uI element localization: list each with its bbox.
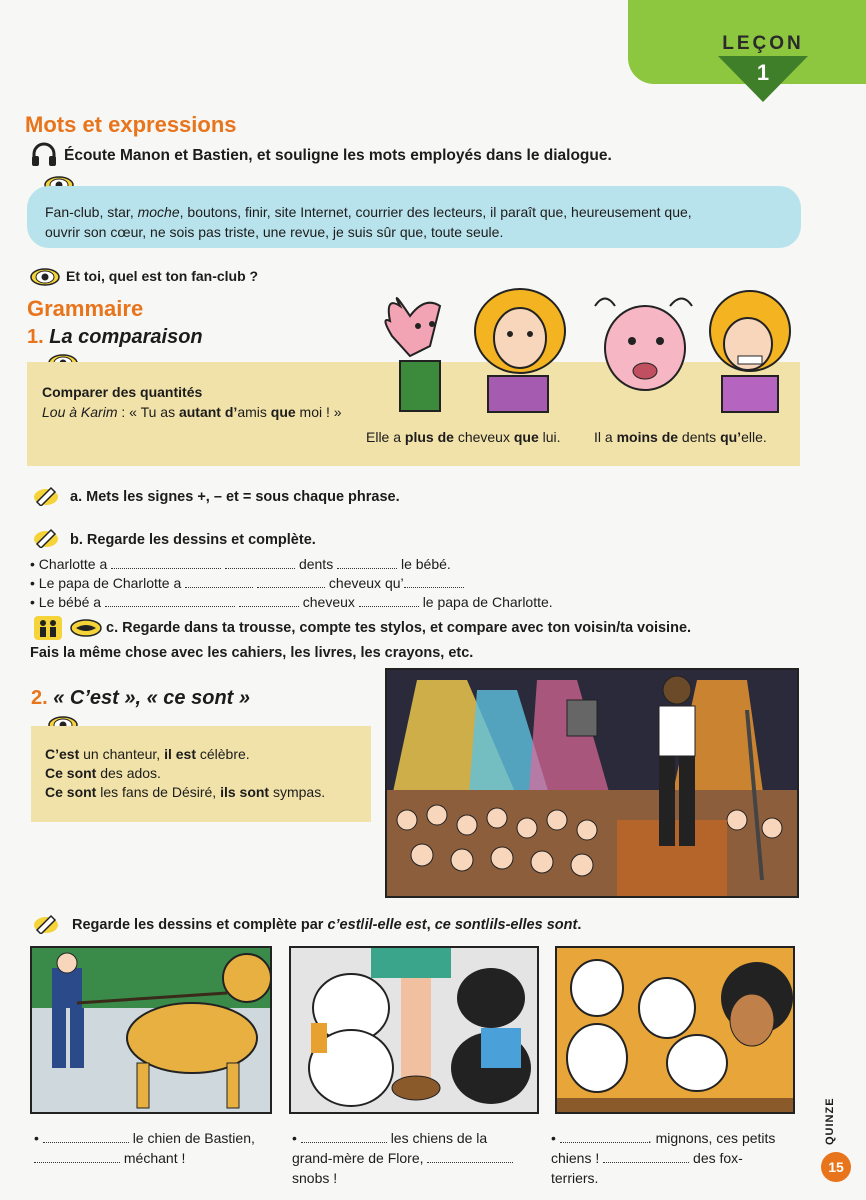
mots-title: Mots et expressions — [25, 112, 237, 137]
dog-panel-1 — [30, 946, 272, 1114]
blank[interactable] — [111, 556, 221, 569]
text: un chanteur, — [79, 746, 165, 762]
blank[interactable] — [427, 1150, 513, 1163]
exercise-c: c. Regarde dans ta trousse, compte tes stylos, et compare avec ton voisin/ta voisine. — [106, 620, 692, 636]
text: cheveux qu’ — [328, 575, 404, 591]
page-number: 15 — [821, 1152, 851, 1182]
bold-text: moins de — [616, 429, 679, 445]
text: amis — [237, 404, 271, 420]
blank[interactable] — [43, 1130, 129, 1143]
bold-text: C’est — [45, 746, 80, 762]
pencil-icon — [33, 912, 59, 939]
vocab-list — [45, 202, 795, 242]
pencil-icon — [33, 526, 59, 553]
text: , — [426, 917, 435, 933]
text: Elle a — [366, 429, 405, 445]
text: le chien de Bastien, — [132, 1130, 255, 1146]
cest-line-2 — [45, 763, 161, 783]
caption-3: • . mignons, ces petits chiens ! des fox- terriers. — [551, 1130, 776, 1186]
blank[interactable] — [603, 1150, 689, 1163]
text: . mignons, ces petits — [647, 1130, 776, 1146]
italic-text: ce sont — [434, 917, 486, 933]
section-number: 2. — [31, 687, 48, 709]
bold-text: que — [270, 404, 296, 420]
blank[interactable] — [185, 575, 253, 588]
father-drawing — [385, 298, 440, 411]
bold-text: il est — [164, 746, 196, 762]
text: : « Tu as — [117, 404, 179, 420]
exercise-b-line-3 — [30, 592, 553, 612]
text: célèbre. — [195, 746, 250, 762]
comparison-example-3 — [594, 427, 767, 447]
text: le bébé. — [400, 556, 451, 572]
vocab-italic: moche — [137, 204, 180, 220]
eye-icon — [30, 268, 60, 291]
caption-2: • les chiens de la grand-mère de Flore, snobs ! — [292, 1128, 536, 1188]
exercise-a: a. Mets les signes +, – et = sous chaque phrase. — [70, 489, 400, 505]
concert-illustration — [385, 668, 799, 898]
exercise-c-line-2: Fais la même chose avec les cahiers, les livres, les crayons, etc. — [30, 645, 474, 661]
blank[interactable] — [359, 594, 419, 607]
bold-text: Ce sont — [45, 784, 97, 800]
text: des ados. — [96, 765, 161, 781]
italic-text: c’est — [327, 917, 361, 933]
dog-panel-3 — [555, 946, 795, 1114]
cest-line-3 — [45, 782, 325, 802]
pencil-icon — [33, 484, 59, 511]
text: • Charlotte a — [30, 556, 108, 572]
text: les chiens de la — [390, 1130, 488, 1146]
text: dents — [678, 429, 721, 445]
headphones-icon — [30, 142, 58, 173]
exercise-b: b. Regarde les dessins et complète. — [70, 532, 316, 548]
text: cheveux — [302, 594, 355, 610]
cest-heading — [31, 687, 250, 710]
section-number: 1. — [27, 326, 44, 348]
comparison-example-2 — [366, 427, 561, 447]
blank[interactable] — [560, 1130, 648, 1143]
blank[interactable] — [34, 1150, 120, 1163]
mother-drawing — [475, 289, 565, 412]
italic-text: il-elle est — [364, 917, 427, 933]
text: méchant ! — [123, 1150, 186, 1166]
vocab-text: Fan-club, star, — [45, 204, 138, 220]
text: Regarde les dessins et complète par — [72, 917, 328, 933]
grammaire-title: Grammaire — [27, 296, 144, 321]
text: des fox- — [693, 1150, 743, 1166]
vocab-text: ouvrir son cœur, ne sois pas triste, une revue, je suis sûr que, toute seule. — [45, 224, 504, 240]
blank[interactable] — [105, 594, 235, 607]
cest-line-1 — [45, 744, 250, 764]
blank[interactable] — [225, 556, 295, 569]
final-instruction — [72, 917, 581, 933]
bold-text: que — [513, 429, 539, 445]
text: snobs ! — [292, 1170, 338, 1186]
text: / — [485, 917, 490, 933]
text: Il a — [594, 429, 617, 445]
text: lui. — [538, 429, 561, 445]
speaking-icon — [70, 619, 102, 642]
baby-drawing — [595, 299, 692, 391]
speaker: Lou à Karim — [42, 404, 118, 420]
page-word-text: QUINZE — [824, 1097, 836, 1145]
bold-text: autant d’ — [178, 404, 238, 420]
lesson-number: 1 — [756, 60, 770, 85]
bold-text: plus de — [404, 429, 454, 445]
comparison-example-1 — [42, 402, 342, 422]
dog-panel-2 — [289, 946, 539, 1114]
text: chiens ! — [551, 1150, 600, 1166]
lesson-label: LEÇON — [722, 33, 804, 54]
text: • Le bébé a — [30, 594, 102, 610]
text: cheveux — [453, 429, 514, 445]
text: / — [360, 917, 365, 933]
blank[interactable] — [257, 575, 325, 588]
cest-title: « C’est », « ce sont » — [53, 687, 251, 709]
family-illustration — [370, 276, 800, 416]
vocab-text: , boutons, finir, site Internet, courrier des lecteurs, il paraît que, heureusement que, — [179, 204, 692, 220]
text: sympas. — [269, 784, 326, 800]
blank[interactable] — [301, 1130, 387, 1143]
exercise-b-line-1 — [30, 554, 451, 574]
text: le papa de Charlotte. — [422, 594, 553, 610]
text: les fans de Désiré, — [96, 784, 221, 800]
comparison-box-title: Comparer des quantités — [42, 384, 203, 400]
exercise-b-line-2 — [30, 573, 464, 593]
page-word — [824, 1090, 844, 1150]
text: dents — [298, 556, 334, 572]
mots-instruction: Écoute Manon et Bastien, et souligne les mots employés dans le dialogue. — [64, 147, 612, 164]
blank[interactable] — [404, 575, 464, 588]
text: moi ! » — [295, 404, 342, 420]
comparaison-heading — [27, 326, 203, 349]
pair-work-icon — [34, 616, 62, 645]
text: • Le papa de Charlotte a — [30, 575, 182, 591]
text: grand-mère de Flore, — [292, 1150, 424, 1166]
text: . — [577, 917, 582, 933]
blank[interactable] — [337, 556, 397, 569]
fanclub-question: Et toi, quel est ton fan-club ? — [66, 268, 259, 284]
blank[interactable] — [239, 594, 299, 607]
caption-1: • le chien de Bastien, méchant ! — [34, 1130, 255, 1166]
charlotte-drawing — [710, 291, 790, 412]
bold-text: ils sont — [220, 784, 270, 800]
bold-text: Ce sont — [45, 765, 97, 781]
bold-text: qu’ — [720, 429, 742, 445]
comparaison-title: La comparaison — [49, 326, 203, 348]
text: elle. — [741, 429, 767, 445]
text: terriers. — [551, 1170, 599, 1186]
italic-text: ils-elles sont — [489, 917, 578, 933]
